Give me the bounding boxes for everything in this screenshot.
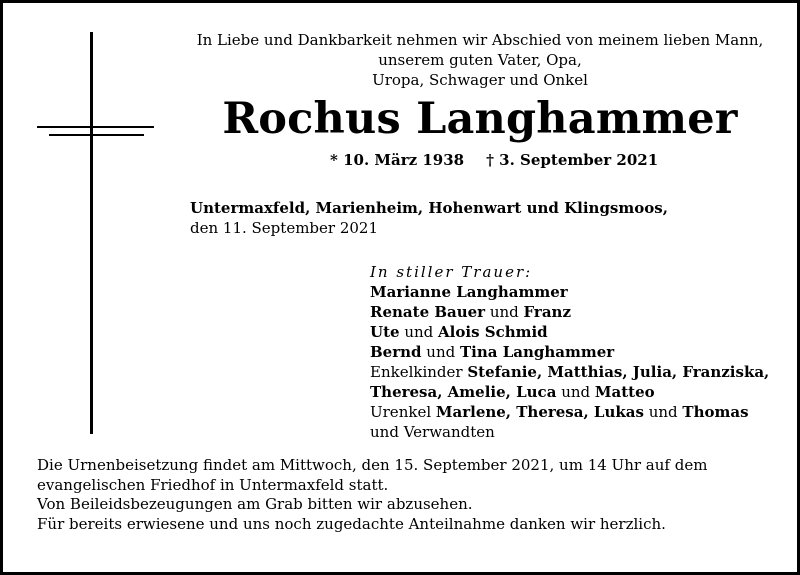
mourner-name: Ute [370,323,400,341]
connector: und [485,303,524,321]
mourner-name: Franz [523,303,571,321]
footer-line: Die Urnenbeisetzung findet am Mittwoch, den 15. September 2021, um 14 Uhr auf dem [37,456,708,474]
intro-line: Uropa, Schwager und Onkel [372,71,588,89]
mourner-line [370,362,769,382]
mourner-line [370,402,769,422]
intro-line: unserem guten Vater, Opa, [378,51,582,69]
connector: und [421,343,460,361]
mourner-name: Marlene, Theresa, Lukas [435,403,644,421]
connector: und [643,403,683,421]
mourner-name: Alois Schmid [438,323,548,341]
mourner-name: Tina Langhammer [460,343,615,361]
mourner-name: Theresa, Amelie, Luca [370,383,557,401]
notice-date: den 11. September 2021 [190,219,379,237]
cross-vertical-bar [90,32,93,434]
cross-horizontal-bar [37,126,154,128]
relation-label: Enkelkinder [370,363,468,381]
mourner-name: Renate Bauer [370,303,486,321]
mourner-name: Marianne Langhammer [370,283,568,301]
connector: und [556,383,595,401]
mourners-list [370,262,769,442]
funeral-info [37,456,707,534]
mourner-line [370,322,769,342]
footer-line: Für bereits erwiesene und uns noch zugedachte Anteilnahme danken wir herzlich. [37,514,666,533]
mourner-name: Stefanie, Matthias, Julia, Franziska, [467,363,770,381]
death-date: † 3. September 2021 [486,151,659,169]
mourner-line [370,302,769,322]
birth-date: * 10. März 1938 [330,151,465,169]
mourner-name: Bernd [370,343,422,361]
mourner-line [370,382,769,402]
relatives-label: und Verwandten [370,423,495,441]
mourner-line [370,282,769,302]
life-dates [330,151,658,169]
cross-horizontal-bar [49,134,144,136]
place-and-date [190,198,668,238]
farewell-intro [160,30,800,90]
intro-line: In Liebe und Dankbarkeit nehmen wir Abschied von meinem lieben Mann, [196,31,764,49]
connector: und [399,323,439,341]
mourner-name: Thomas [682,403,749,421]
footer-line: evangelischen Friedhof in Untermaxfeld statt. [37,475,389,494]
towns: Untermaxfeld, Marienheim, Hohenwart und Klingsmoos, [190,199,668,217]
footer-line: Von Beileidsbezeugungen am Grab bitten wir abzusehen. [37,495,473,513]
mourner-line [370,422,769,442]
mourner-line [370,342,769,362]
deceased-name: Rochus Langhammer [222,94,738,144]
mourners-heading: In stiller Trauer: [370,263,533,281]
relation-label: Urenkel [370,403,436,421]
mourner-name: Matteo [594,383,655,401]
